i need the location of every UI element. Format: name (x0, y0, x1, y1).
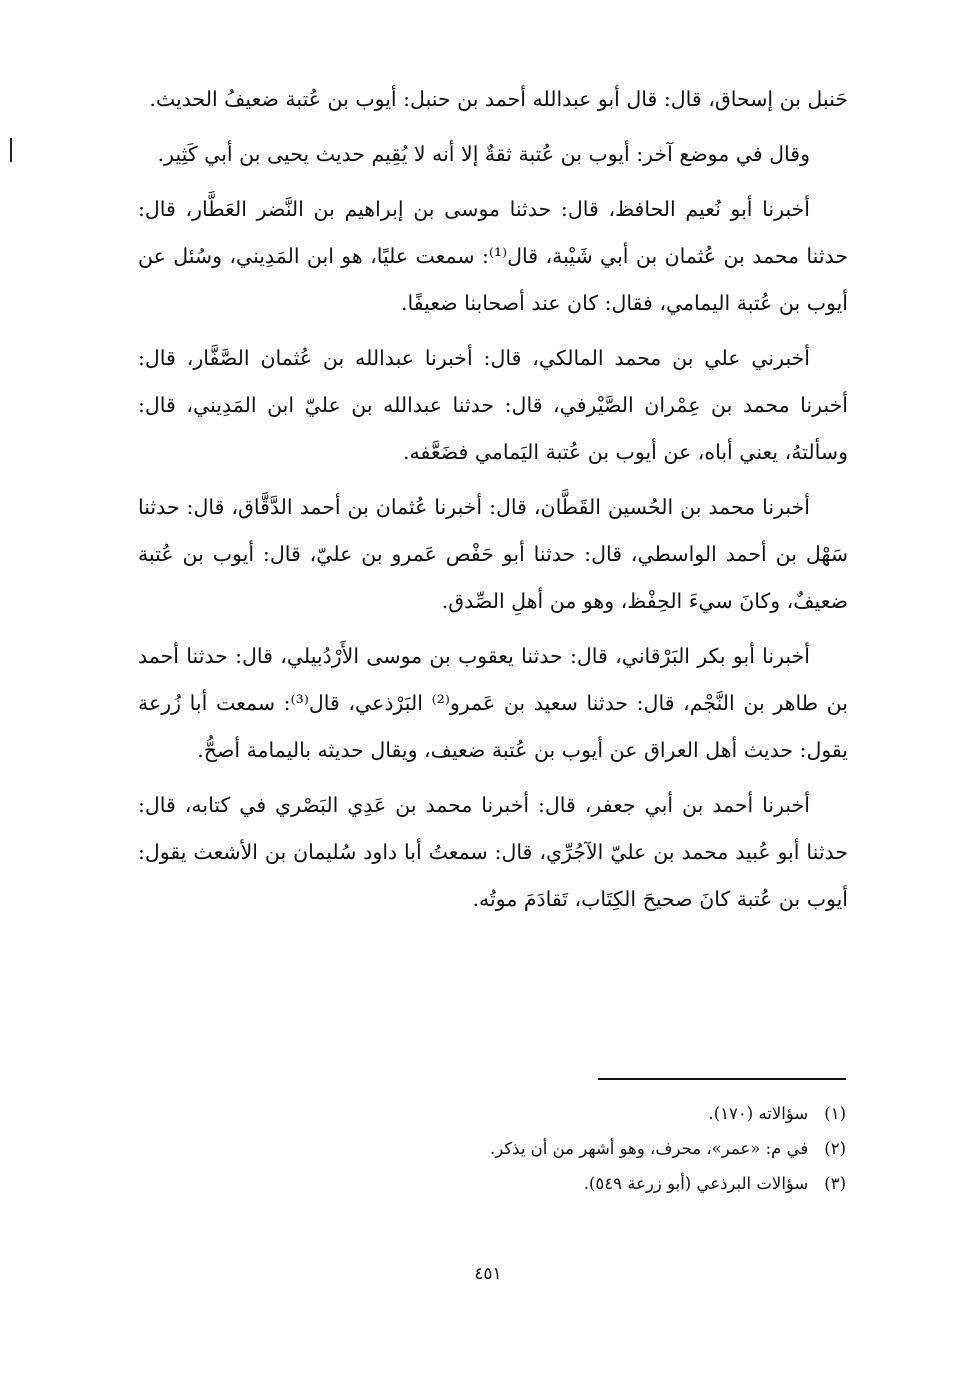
footnote-separator (598, 1078, 846, 1080)
footnote-text: في م: «عمر»، محرف، وهو أشهر من أن يذكر. (489, 1139, 809, 1158)
footnote-3 (300, 1166, 846, 1201)
paragraph-3: أخبرنا أبو نُعيم الحافظ، قال: حدثنا موسى بن إبراهيم بن النَّضر العَطَّار، قال: حدثنا محمد بن عُثمان بن أبي شَيْبة، قال⁽¹⁾: سمعت عليًا، هو ابن المَدِيني، وسُئل عن أيوب بن عُتبة اليمامي، فقال: كان عند أصحابنا ضعيفًا. (138, 197, 848, 315)
paragraph-4: أخبرني علي بن محمد المالكي، قال: أخبرنا عبدالله بن عُثمان الصَّفَّار، قال: أخبرنا محمد بن عِمْران الصَّيْرفي، قال: حدثنا عبدالله بن عليّ ابن المَدِيني، قال: وسألتهُ، يعني أباه، عن أيوب بن عُتبة اليَمامي فضَعَّفه. (138, 346, 848, 464)
footnote-text: سؤالات البرذعي (أبو زرعة ٥٤٩). (583, 1174, 809, 1193)
scan-margin-mark (10, 138, 12, 162)
footnote-number: (٢) (824, 1139, 846, 1158)
footnote-number: (٣) (824, 1174, 846, 1193)
footnote-number: (١) (824, 1104, 846, 1123)
paragraph-5: أخبرنا محمد بن الحُسين القَطَّان، قال: أخبرنا عُثمان بن أحمد الدَّقَّاق، قال: حدثنا سَهْل بن أحمد الواسطي، قال: حدثنا أبو حَفْص عَمرو بن عليّ، قال: أيوب بن عُتبة ضعيفٌ، وكانَ سيءَ الحِفْظ، وهو من أهلِ الصِّدق. (138, 495, 848, 613)
main-text (138, 76, 848, 931)
paragraph-7: أخبرنا أحمد بن أبي جعفر، قال: أخبرنا محمد بن عَدِي البَصْري في كتابه، قال: حدثنا أبو عُبيد محمد بن عليّ الآجُرِّي، قال: سمعتُ أبا داود سُليمان بن الأشعث يقول: أيوب بن عُتبة كانَ صحيحَ الكِتَاب، تَقادَمَ موتُه. (138, 793, 848, 911)
footnote-text: سؤالاته (١٧٠). (708, 1104, 809, 1123)
paragraph-1: حَنبل بن إسحاق، قال: قال أبو عبدالله أحمد بن حنبل: أيوب بن عُتبة ضعيفُ الحديث. (149, 87, 848, 111)
page-number: ٤٥١ (474, 1264, 502, 1284)
paragraph-6: أخبرنا أبو بكر البَرْقاني، قال: حدثنا يعقوب بن موسى الأَرْدُبيلي، قال: حدثنا أحمد بن طاهر بن النَّجْم، قال: حدثنا سعيد بن عَمرو⁽²⁾ البَرْذعي، قال⁽³⁾: سمعت أبا زُرعة يقول: حديث أهل العراق عن أيوب بن عُتبة ضعيف، ويقال حديثه باليمامة أصحُّ. (138, 644, 848, 762)
footnote-1 (300, 1096, 846, 1131)
footnote-2 (300, 1131, 846, 1166)
paragraph-2: وقال في موضع آخر: أيوب بن عُتبة ثقةٌ إلا أنه لا يُقِيم حديث يحيى بن أبي كَثِير. (157, 142, 810, 166)
footnotes (300, 1096, 846, 1201)
